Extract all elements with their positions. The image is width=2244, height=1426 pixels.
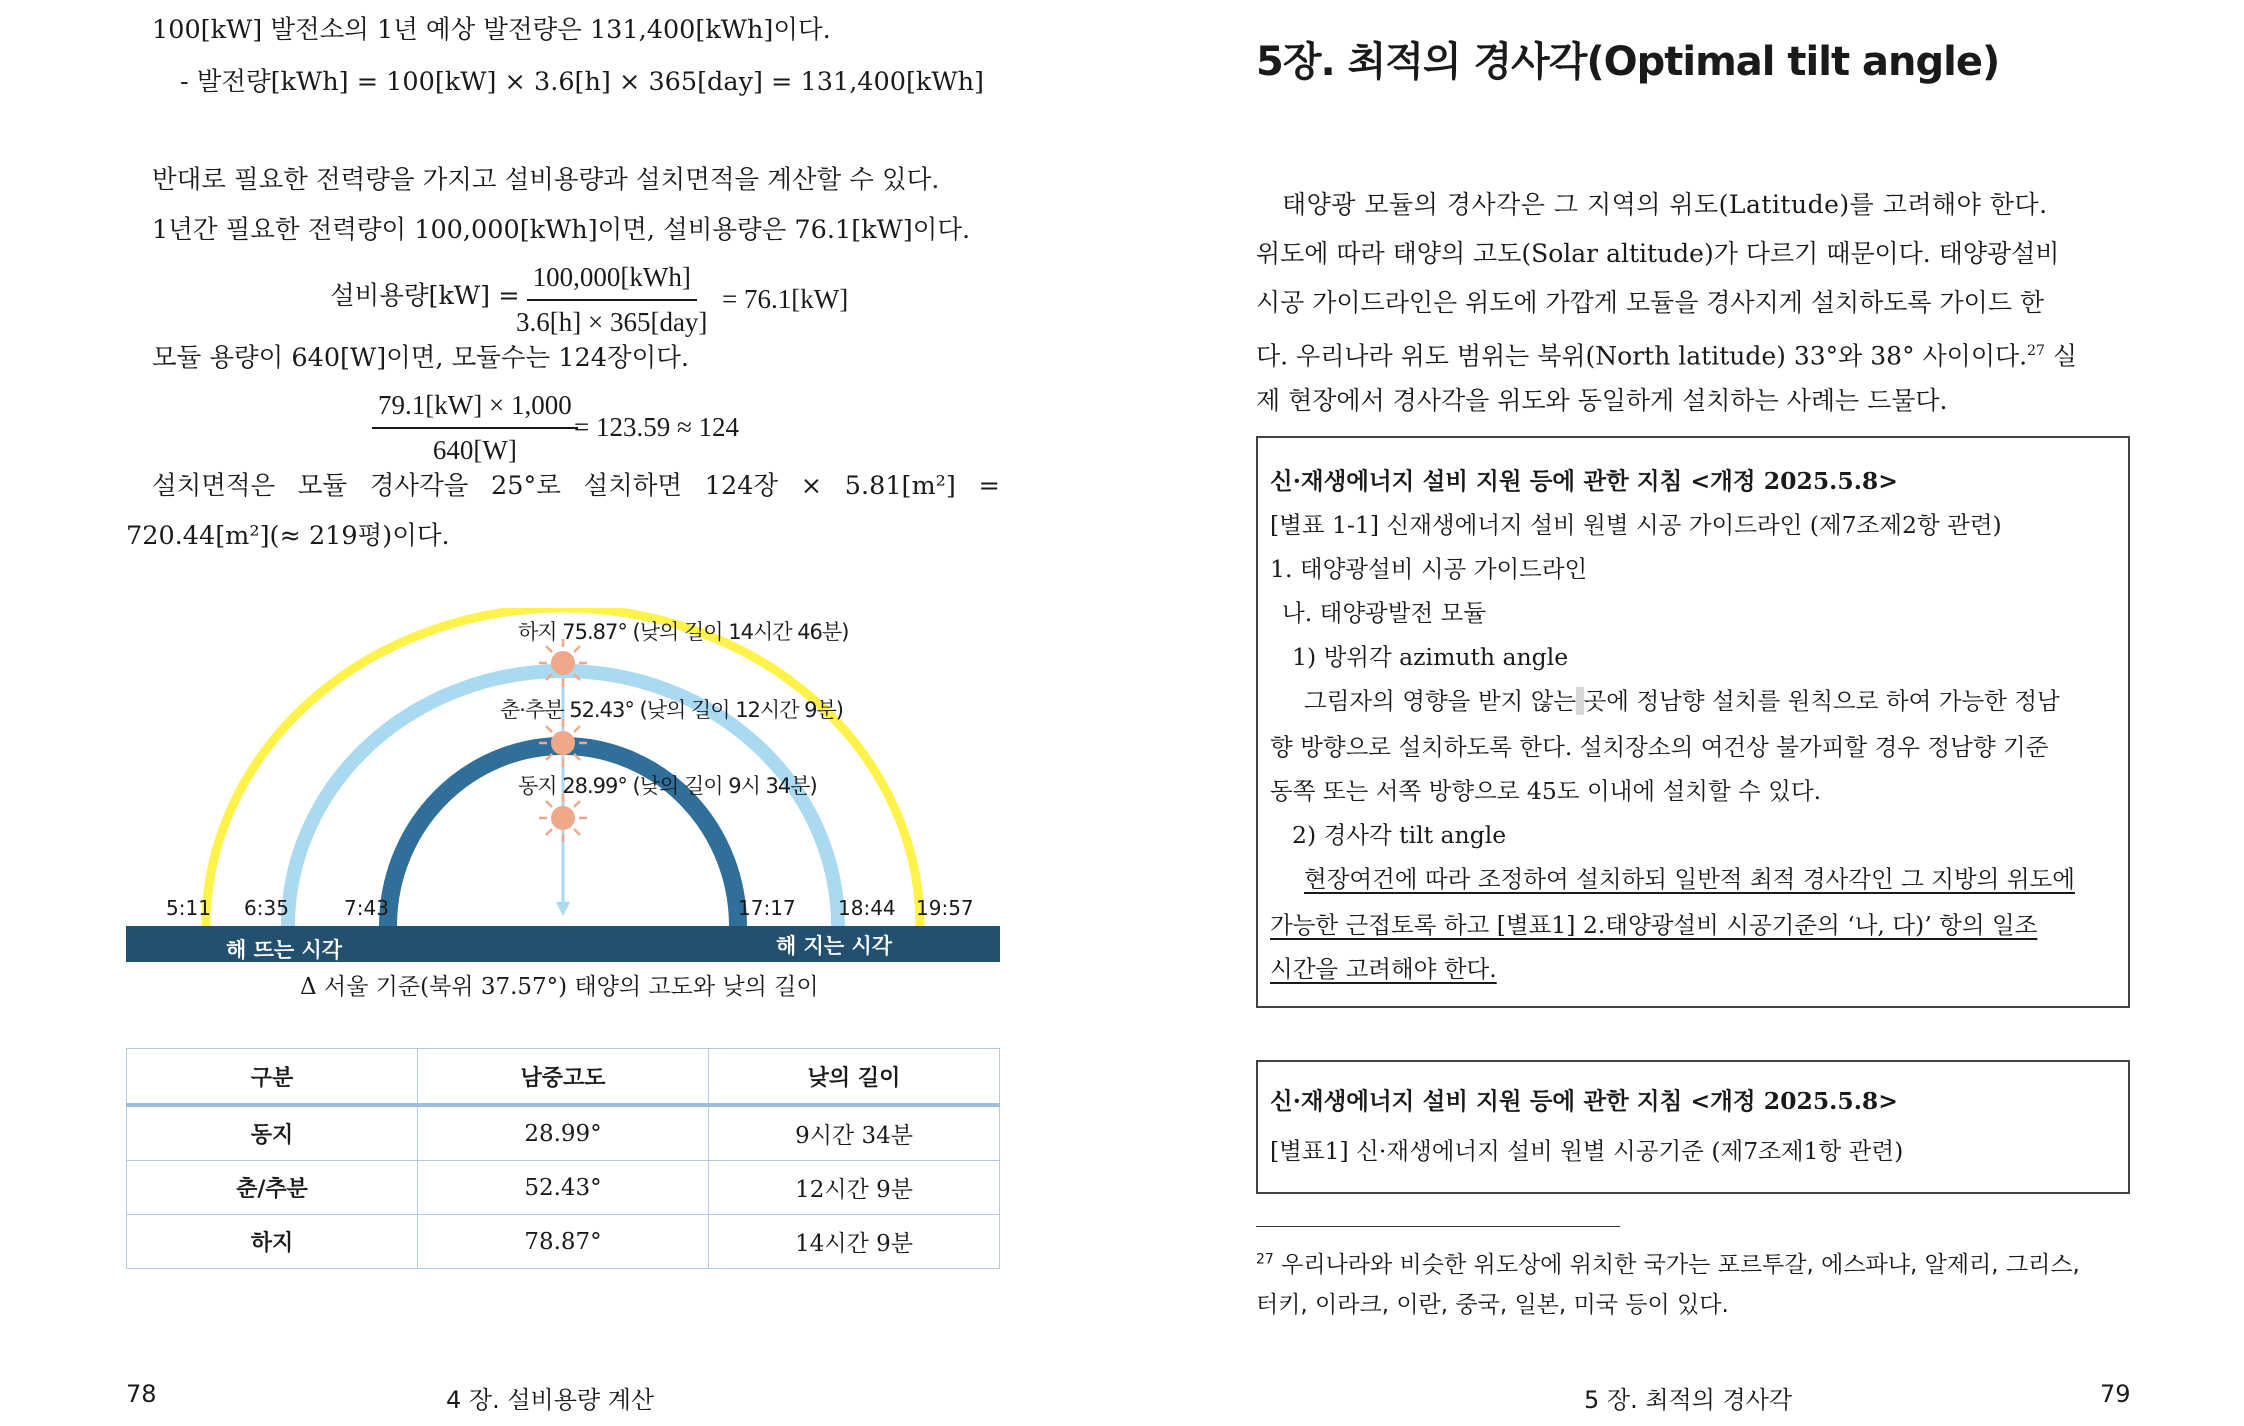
footnote-ref[interactable]: 27 [2027, 343, 2045, 359]
paragraph-line: 시공 가이드라인은 위도에 가깝게 모듈을 경사지게 설치하도록 가이드 한 [1256, 288, 2045, 317]
text-line: 100[kW] 발전소의 1년 예상 발전량은 131,400[kWh]이다. [152, 15, 831, 45]
table-row [127, 1105, 1000, 1161]
column-header: 남중고도 [418, 1049, 709, 1106]
word: 5.81[m²] [844, 471, 956, 501]
sunset-label: 해 지는 시각 [776, 934, 893, 958]
sunset-time: 17:17 [738, 896, 796, 920]
sun-icon [539, 639, 587, 687]
sunrise-time: 5:11 [166, 896, 211, 920]
text-line: 720.44[m²](≈ 219평)이다. [126, 521, 450, 551]
footnote-text: 우리나라와 비슷한 위도상에 위치한 국가는 포르투갈, 에스파냐, 알제리, 그리스, [1281, 1252, 2080, 1278]
box-line-underlined: 시간을 고려해야 한다. [1270, 955, 1497, 983]
table-cell: 52.43° [418, 1161, 709, 1215]
text-line: - 발전량[kWh] = 100[kW] × 3.6[h] × 365[day] = 131,400[kWh] [180, 67, 984, 97]
row-header: 춘/추분 [127, 1161, 418, 1215]
table-cell: 28.99° [418, 1105, 709, 1161]
sun-icon [539, 794, 587, 842]
right-page [1122, 0, 2244, 1426]
word: 설치면적은 [152, 471, 276, 501]
sunset-time: 18:44 [838, 896, 896, 920]
word: 설치하면 [583, 471, 683, 501]
footnote-divider [1256, 1226, 1620, 1227]
box-title: 신·재생에너지 설비 지원 등에 관한 지침 <개정 2025.5.8> [1270, 467, 1898, 495]
fraction-denominator: 640[W] [432, 435, 517, 465]
sun-altitude-table [126, 1048, 1000, 1269]
line-text: 다. 우리나라 위도 범위는 북위(North latitude) 33°와 38° 사이이다. [1256, 341, 2028, 371]
box-line: 나. 태양광발전 모듈 [1282, 599, 1487, 627]
standard-box [1256, 1060, 2130, 1194]
word: 경사각을 [369, 471, 469, 501]
sun-path-diagram [126, 608, 1000, 964]
box-line-underlined: 가능한 근접토록 하고 [별표1] 2.태양광설비 시공기준의 ‘나, 다)’ 항의 일조 [1270, 911, 2038, 939]
row-header: 하지 [127, 1215, 418, 1269]
equation-rhs: = 123.59 ≈ 124 [574, 412, 740, 442]
box-line: 1. 태양광설비 시공 가이드라인 [1270, 555, 1588, 583]
chapter-footer: 4 장. 설비용량 계산 [446, 1386, 655, 1414]
chapter-footer: 5 장. 최적의 경사각 [1584, 1386, 1793, 1414]
box-title: 신·재생에너지 설비 지원 등에 관한 지침 <개정 2025.5.8> [1270, 1087, 1898, 1115]
equation-lhs: 설비용량[kW] = [330, 281, 520, 311]
word: 25°로 [491, 471, 561, 501]
page-number: 79 [2100, 1380, 2131, 1408]
table-cell: 12시간 9분 [709, 1161, 1000, 1215]
highlight-mark [1576, 687, 1583, 715]
sunrise-time: 6:35 [244, 896, 289, 920]
sunrise-time: 7:43 [344, 896, 389, 920]
text-line: 모듈 용량이 640[W]이면, 모듈수는 124장이다. [152, 343, 689, 373]
paragraph-line: 위도에 따라 태양의 고도(Solar altitude)가 다르기 때문이다. 태양광설비 [1256, 239, 2060, 268]
fraction-numerator: 100,000[kWh] [527, 262, 697, 301]
chapter-heading: 5장. 최적의 경사각(Optimal tilt angle) [1256, 39, 2000, 85]
row-header: 동지 [127, 1105, 418, 1161]
word: 모듈 [297, 471, 348, 501]
justified-line [152, 471, 1000, 501]
line-part: 곳에 정남향 설치를 원칙으로 하여 가능한 정남 [1583, 687, 2060, 715]
footnote-line: 터키, 이라크, 이란, 중국, 일본, 미국 등이 있다. [1256, 1292, 1729, 1318]
intro-paragraph [1256, 180, 2118, 425]
guideline-box [1256, 436, 2130, 1008]
summer-label: 하지 75.87° (낮의 길이 14시간 46분) [518, 620, 849, 644]
footnote-number: 27 [1256, 1251, 1274, 1268]
line-tail: 실 [2052, 341, 2077, 371]
box-line: 2) 경사각 tilt angle [1292, 821, 1507, 849]
table-cell: 78.87° [418, 1215, 709, 1269]
table-row [127, 1215, 1000, 1269]
box-line: 동쪽 또는 서쪽 방향으로 45도 이내에 설치할 수 있다. [1270, 777, 1822, 805]
table-cell: 9시간 34분 [709, 1105, 1000, 1161]
word: × [800, 471, 823, 501]
table-cell: 14시간 9분 [709, 1215, 1000, 1269]
box-line-underlined: 현장여건에 따라 조정하여 설치하되 일반적 최적 경사각인 그 지방의 위도에 [1304, 865, 2075, 893]
sunrise-label: 해 뜨는 시각 [226, 938, 343, 962]
box-line: [별표 1-1] 신재생에너지 설비 원별 시공 가이드라인 (제7조제2항 관련) [1270, 511, 2002, 539]
text-line: 1년간 필요한 전력량이 100,000[kWh]이면, 설비용량은 76.1[kW]이다. [152, 215, 971, 245]
fraction-denominator: 3.6[h] × 365[day] [516, 307, 708, 337]
paragraph-line: 제 현장에서 경사각을 위도와 동일하게 설치하는 사례는 드물다. [1256, 386, 1948, 415]
arrow-head [556, 902, 570, 916]
paragraph-line: 태양광 모듈의 경사각은 그 지역의 위도(Latitude)를 고려해야 한다. [1282, 190, 2048, 219]
figure-caption: Δ 서울 기준(북위 37.57°) 태양의 고도와 낮의 길이 [300, 974, 819, 1000]
sunset-time: 19:57 [916, 896, 974, 920]
equation-fraction [510, 262, 713, 338]
line-part: 그림자의 영향을 받지 않는 [1304, 687, 1577, 715]
fraction-numerator: 79.1[kW] × 1,000 [372, 390, 578, 429]
column-header: 구분 [127, 1049, 418, 1106]
box-line: 향 방향으로 설치하도록 한다. 설치장소의 여건상 불가피할 경우 정남향 기준 [1270, 733, 2049, 761]
box-line: [별표1] 신·재생에너지 설비 원별 시공기준 (제7조제1항 관련) [1270, 1137, 1904, 1165]
paragraph-line [1256, 327, 2118, 376]
box-line: 1) 방위각 azimuth angle [1292, 643, 1569, 671]
table-row [127, 1161, 1000, 1215]
box-line [1304, 682, 2060, 716]
column-header: 낮의 길이 [709, 1049, 1000, 1106]
word: = [978, 471, 1000, 501]
text-line: 반대로 필요한 전력량을 가지고 설비용량과 설치면적을 계산할 수 있다. [152, 165, 940, 195]
table-header-row [127, 1049, 1000, 1106]
winter-label: 동지 28.99° (낮의 길이 9시 34분) [518, 774, 817, 798]
equinox-label: 춘·추분 52.43° (낮의 길이 12시간 9분) [500, 698, 843, 722]
word: 124장 [704, 471, 779, 501]
equation-fraction [372, 390, 578, 466]
sun-icon [539, 719, 587, 767]
page-number: 78 [126, 1380, 157, 1408]
equation-rhs: = 76.1[kW] [722, 284, 849, 314]
footnote-line [1256, 1246, 2080, 1279]
